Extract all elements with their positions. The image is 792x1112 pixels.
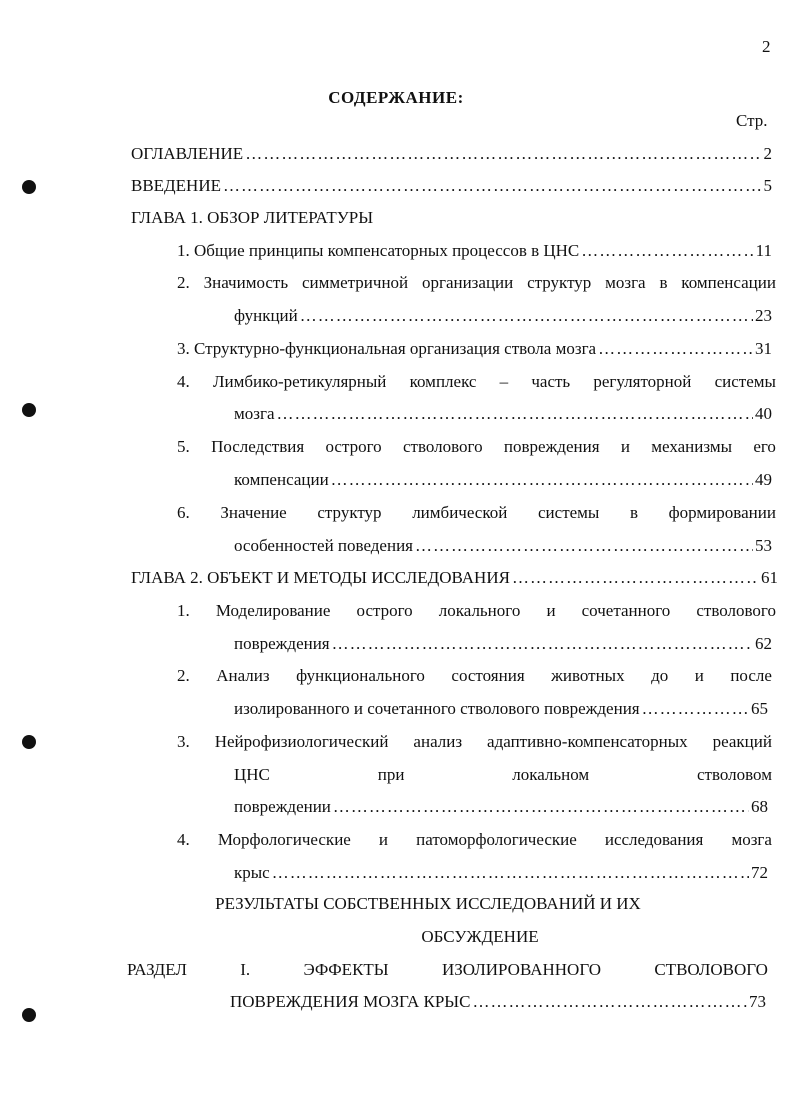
word: и <box>620 437 630 456</box>
word: формировании <box>668 503 776 522</box>
word: системы <box>538 503 600 522</box>
chapter-1-heading[interactable]: ГЛАВА 1. ОБЗОР ЛИТЕРАТУРЫ <box>131 208 374 227</box>
word: – <box>499 372 509 391</box>
word: Анализ <box>216 666 270 685</box>
word: и <box>378 830 389 849</box>
section-1-line2[interactable] <box>230 992 766 1012</box>
word: Лимбико-ретикулярный <box>212 372 387 391</box>
toc-entry-page: 72 <box>751 863 768 882</box>
word: стволового <box>402 437 483 456</box>
word: анализ <box>413 732 463 751</box>
word: 6. <box>177 503 190 522</box>
word: Значимость <box>203 273 289 292</box>
leader-dots <box>332 634 753 654</box>
word: животных <box>551 666 625 685</box>
word: Нейрофизиологический <box>214 732 389 751</box>
word: системы <box>714 372 776 391</box>
leader-dots <box>277 404 754 424</box>
word: 4. <box>177 830 190 849</box>
binder-hole <box>22 735 36 749</box>
word: состояния <box>451 666 525 685</box>
toc-entry-1-6-line1[interactable] <box>177 503 776 523</box>
toc-entry-1-3[interactable] <box>177 339 772 359</box>
word: 3. <box>177 732 190 751</box>
leader-dots <box>333 797 749 817</box>
leader-dots <box>472 992 747 1012</box>
leader-dots <box>245 144 761 164</box>
toc-entry-text: повреждении <box>234 797 331 816</box>
binder-hole <box>22 180 36 194</box>
toc-entry-1-5-line1[interactable] <box>177 437 776 457</box>
word: мозга <box>731 830 772 849</box>
toc-entry-1-5-line2[interactable] <box>234 470 772 490</box>
toc-entry-page: 65 <box>751 699 768 718</box>
word: организации <box>421 273 514 292</box>
toc-entry-1-6-line2[interactable] <box>234 536 772 556</box>
toc-entry-text: 1. Общие принципы компенсаторных процессов в ЦНС <box>177 241 580 260</box>
toc-entry-1-1[interactable] <box>177 241 772 261</box>
word: часть <box>531 372 571 391</box>
word: локальном <box>512 765 590 784</box>
toc-entry-text: ГЛАВА 2. ОБЪЕКТ И МЕТОДЫ ИССЛЕДОВАНИЯ <box>131 568 510 587</box>
word: в <box>659 273 668 292</box>
toc-entry-2-2-line2[interactable] <box>234 699 768 719</box>
toc-entry-text: изолированного и сочетанного стволового повреждения <box>234 699 640 718</box>
toc-entry-2-3-line3[interactable] <box>234 797 768 817</box>
word: и <box>546 601 556 620</box>
leader-dots <box>642 699 749 719</box>
word: стволового <box>696 601 776 620</box>
word: до <box>651 666 669 685</box>
word: реакций <box>712 732 772 751</box>
toc-entry-text: ОГЛАВЛЕНИЕ <box>131 144 244 163</box>
leader-dots <box>415 536 753 556</box>
word: при <box>377 765 405 784</box>
toc-entry-text: ПОВРЕЖДЕНИЯ МОЗГА КРЫС <box>230 992 471 1011</box>
word: мозга <box>605 273 646 292</box>
page-title: СОДЕРЖАНИЕ: <box>328 88 464 107</box>
leader-dots <box>512 568 759 588</box>
word: функционального <box>296 666 425 685</box>
word: механизмы <box>651 437 732 456</box>
toc-entry-page: 11 <box>755 241 772 260</box>
toc-entry-page: 23 <box>755 306 772 325</box>
page-number: 2 <box>762 37 771 56</box>
results-heading-line2: ОБСУЖДЕНИЕ <box>421 927 539 946</box>
word: ЭФФЕКТЫ <box>303 960 389 979</box>
leader-dots <box>331 470 753 490</box>
toc-entry-1-4-line2[interactable] <box>234 404 772 424</box>
toc-entry-page: 68 <box>751 797 768 816</box>
word: Моделирование <box>215 601 331 620</box>
toc-entry-page: 49 <box>755 470 772 489</box>
word: острого <box>325 437 382 456</box>
binder-hole <box>22 1008 36 1022</box>
toc-entry-2-1-line1[interactable] <box>177 601 776 621</box>
word: после <box>730 666 772 685</box>
toc-entry-page: 31 <box>755 339 772 358</box>
toc-entry-page: 73 <box>749 992 766 1011</box>
word: компенсации <box>681 273 776 292</box>
toc-entry-text: ВВЕДЕНИЕ <box>131 176 221 195</box>
toc-entry-page: 53 <box>755 536 772 555</box>
word: повреждения <box>503 437 600 456</box>
toc-entry-2-4-line1[interactable] <box>177 830 772 850</box>
word: острого <box>356 601 413 620</box>
toc-entry-2-1-line2[interactable] <box>234 634 772 654</box>
page-column-label: Стр. <box>736 111 768 130</box>
toc-entry-2-2-line1[interactable] <box>177 666 772 686</box>
word: 5. <box>177 437 190 456</box>
toc-entry-text: крыс <box>234 863 270 882</box>
word: РАЗДЕЛ <box>127 960 187 979</box>
leader-dots <box>581 241 753 261</box>
word: исследования <box>604 830 704 849</box>
toc-entry-page: 2 <box>763 144 772 163</box>
chapter-2-heading[interactable] <box>131 568 778 588</box>
word: ИЗОЛИРОВАННОГО <box>441 960 601 979</box>
word: патоморфологические <box>416 830 577 849</box>
word: стволовом <box>697 765 772 784</box>
toc-entry-text: особенностей поведения <box>234 536 413 555</box>
toc-entry-page: 62 <box>755 634 772 653</box>
word: и <box>694 666 704 685</box>
toc-entry-oglavlenie[interactable] <box>131 144 772 164</box>
word: регуляторной <box>593 372 692 391</box>
toc-entry-text: мозга <box>234 404 275 423</box>
toc-entry-1-2-line2[interactable] <box>234 306 772 326</box>
word: Морфологические <box>217 830 351 849</box>
word: сочетанного <box>581 601 671 620</box>
word: ЦНС <box>234 765 270 784</box>
section-1-line1[interactable] <box>127 960 768 980</box>
toc-entry-1-2-line1[interactable] <box>177 273 776 293</box>
toc-entry-1-4-line1[interactable] <box>177 372 776 392</box>
leader-dots <box>272 863 749 883</box>
toc-entry-text: повреждения <box>234 634 330 653</box>
word: комплекс <box>409 372 477 391</box>
word: Значение <box>220 503 287 522</box>
word: I. <box>240 960 251 979</box>
leader-dots <box>300 306 753 326</box>
word: 1. <box>177 601 190 620</box>
word: 2. <box>177 273 190 292</box>
word: Последствия <box>211 437 305 456</box>
word: в <box>629 503 639 522</box>
toc-entry-text: 3. Структурно-функциональная организация ствола мозга <box>177 339 597 358</box>
word: 4. <box>177 372 190 391</box>
word: локального <box>438 601 521 620</box>
word: его <box>753 437 776 456</box>
word: адаптивно-компенсаторных <box>487 732 688 751</box>
word: 2. <box>177 666 190 685</box>
toc-entry-2-3-line2[interactable] <box>234 765 772 785</box>
toc-entry-page: 5 <box>763 176 772 195</box>
word: симметричной <box>301 273 409 292</box>
binder-hole <box>22 403 36 417</box>
word: СТВОЛОВОГО <box>654 960 768 979</box>
toc-entry-2-4-line2[interactable] <box>234 863 768 883</box>
toc-entry-page: 40 <box>755 404 772 423</box>
toc-entry-text: компенсации <box>234 470 329 489</box>
toc-entry-page: 61 <box>761 568 778 587</box>
leader-dots <box>598 339 753 359</box>
toc-entry-text: функций <box>234 306 298 325</box>
word: структур <box>317 503 382 522</box>
word: структур <box>527 273 592 292</box>
results-heading-line1: РЕЗУЛЬТАТЫ СОБСТВЕННЫХ ИССЛЕДОВАНИЙ И ИХ <box>215 894 641 913</box>
leader-dots <box>223 176 762 196</box>
toc-entry-2-3-line1[interactable] <box>177 732 772 752</box>
toc-entry-vvedenie[interactable] <box>131 176 772 196</box>
word: лимбической <box>412 503 508 522</box>
